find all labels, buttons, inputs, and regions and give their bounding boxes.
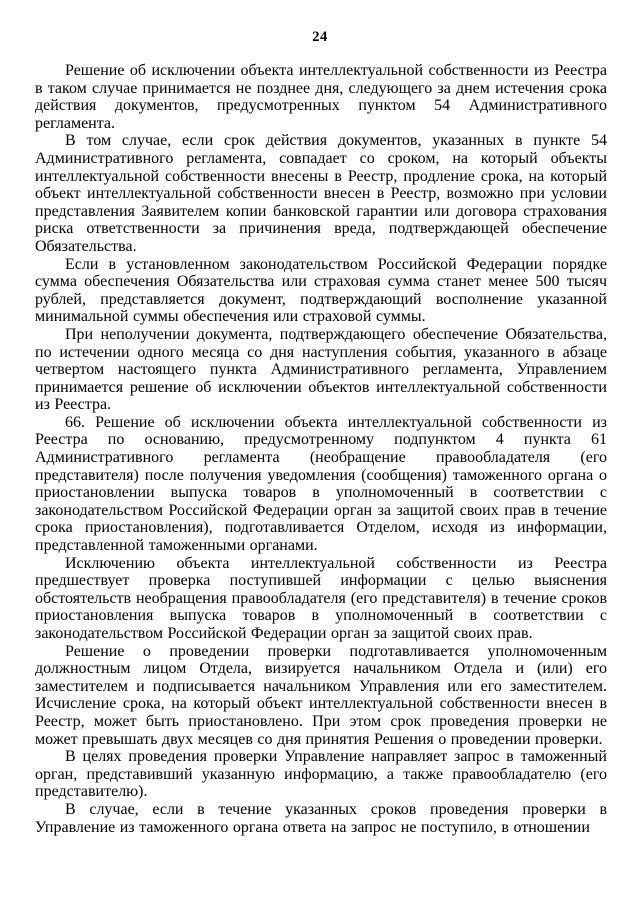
paragraph: Исключению объекта интеллектуальной собственности из Реестра предшествует проверка поступившей информации с целью выяснения обстоятельств необращения правообладателя (его представителя) в течение сроков приостановления выпуска товаров в уполномоченный в соответствии с законодательством Российской Федерации орган за защитой своих прав.: [35, 554, 607, 642]
paragraph: В случае, если в течение указанных сроков проведения проверки в Управление из таможенного органа ответа на запрос не поступило, в отношении: [35, 800, 607, 836]
paragraph: 66. Решение об исключении объекта интеллектуальной собственности из Реестра по основанию, предусмотренному подпунктом 4 пункта 61 Административного регламента (необращение правообладателя (его представителя) после получения уведомления (сообщения) таможенного органа о приостановлении выпуска товаров в уполномоченный в соответствии с законодательством Российской Федерации орган за защитой своих прав в течение срока приостановления), подготавливается Отделом, исходя из информации, представленной таможенными органами.: [35, 413, 607, 555]
page-number: 24: [312, 29, 328, 45]
paragraph: В целях проведения проверки Управление направляет запрос в таможенный орган, представивший указанную информацию, а также правообладателю (его представителю).: [35, 748, 607, 801]
paragraph: В том случае, если срок действия документов, указанных в пункте 54 Административного регламента, совпадает со сроком, на который объекты интеллектуальной собственности внесены в Реестр, продление срока, на который объект интеллектуальной собственности внесен в Реестр, возможно при условии представления Заявителем копии банковской гарантии или договора страхования риска ответственности за причинения вреда, подтверждающей обеспечение Обязательства.: [35, 132, 607, 255]
paragraph: При неполучении документа, подтверждающего обеспечение Обязательства, по истечении одного месяца со дня наступления события, указанного в абзаце четвертом настоящего пункта Административного регламента, Управлением принимается решение об исключении объектов интеллектуальной собственности из Реестра.: [35, 325, 607, 414]
document-body: [35, 62, 607, 836]
paragraph: Если в установленном законодательством Российской Федерации порядке сумма обеспечения Обязательства или страховая сумма станет менее 500 тысяч рублей, представляется документ, подтверждающий восполнение указанной минимальной суммы обеспечения или страховой суммы.: [35, 255, 607, 326]
paragraph: Решение об исключении объекта интеллектуальной собственности из Реестра в таком случае принимается не позднее дня, следующего за днем истечения срока действия документов, предусмотренных пунктом 54 Административного регламента.: [35, 62, 607, 132]
paragraph: Решение о проведении проверки подготавливается уполномоченным должностным лицом Отдела, визируется начальником Отдела и (или) его заместителем и подписывается начальником Управления или его заместителем. Исчисление срока, на который объект интеллектуальной собственности внесен в Реестр, может быть приостановлено. При этом срок проведения проверки не может превышать двух месяцев со дня принятия Решения о проведении проверки.: [35, 642, 607, 748]
